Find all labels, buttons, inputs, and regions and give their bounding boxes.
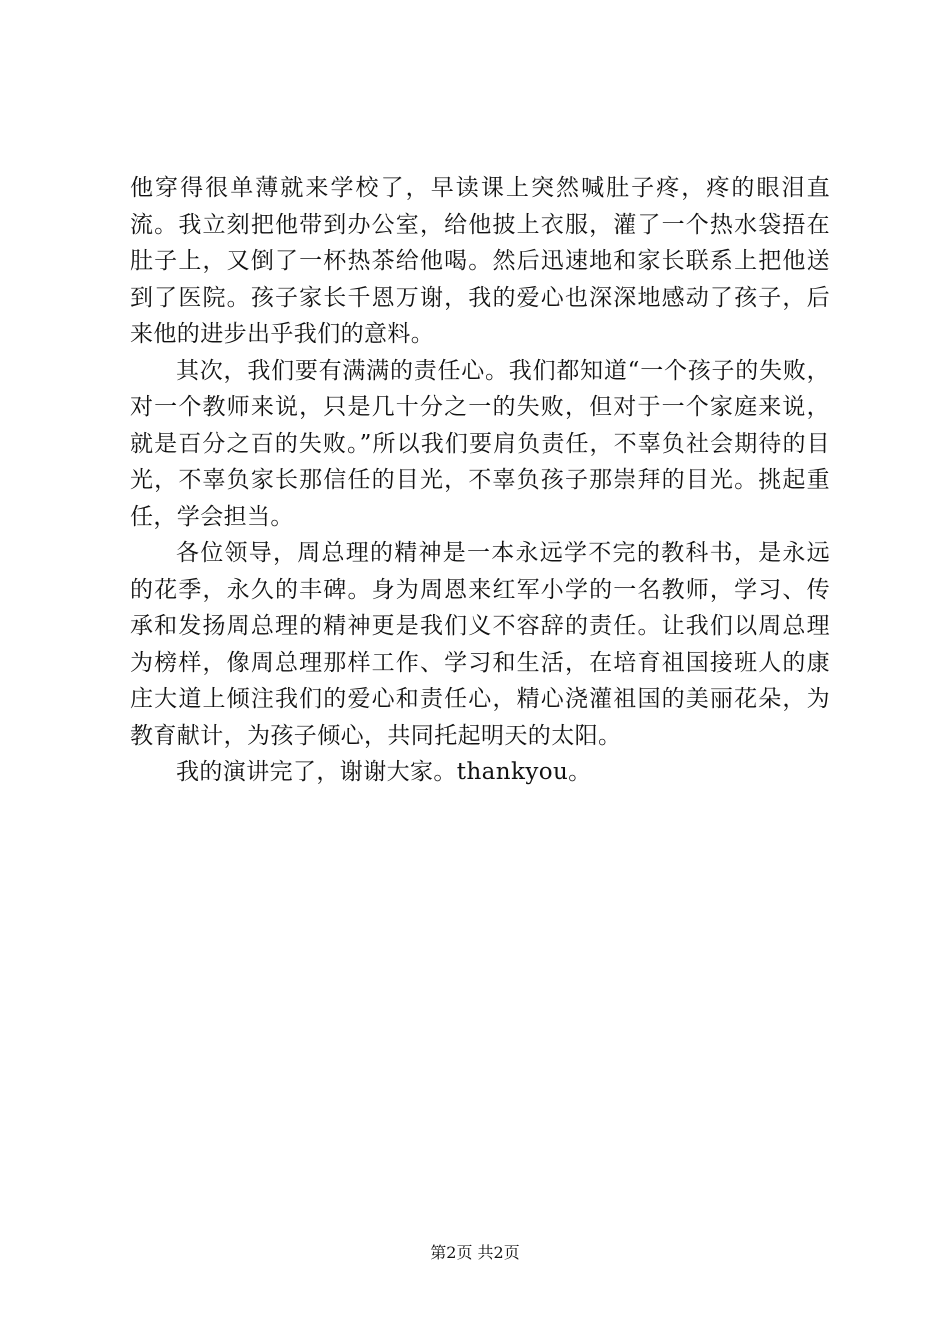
paragraph-3: 各位领导，周总理的精神是一本永远学不完的教科书，是永远的花季，永久的丰碑。身为周恩来红军小学的一名教师，学习、传承和发扬周总理的精神更是我们义不容辞的责任。让我们以周总理为榜样，像周总理那样工作、学习和生活，在培育祖国接班人的康庄大道上倾注我们的爱心和责任心，精心浇灌祖国的美丽花朵，为教育献计，为孩子倾心，共同托起明天的太阳。 xyxy=(130,540,830,749)
paragraph-4: 我的演讲完了，谢谢大家。thankyou。 xyxy=(176,759,592,785)
paragraph-2: 其次，我们要有满满的责任心。我们都知道“一个孩子的失败，对一个教师来说，只是几十分之一的失败，但对于一个家庭来说，就是百分之百的失败。”所以我们要肩负责任，不辜负社会期待的目光，不辜负家长那信任的目光，不辜负孩子那崇拜的目光。挑起重任，学会担当。 xyxy=(130,357,830,530)
document-body xyxy=(130,170,830,791)
paragraph-1: 他穿得很单薄就来学校了，早读课上突然喊肚子疼，疼的眼泪直流。我立刻把他带到办公室，给他披上衣服，灌了一个热水袋捂在肚子上，又倒了一杯热茶给他喝。然后迅速地和家长联系上把他送到了医院。孩子家长千恩万谢，我的爱心也深深地感动了孩子，后来他的进步出乎我们的意料。 xyxy=(130,175,830,347)
page-number-footer: 第2页 共2页 xyxy=(430,1243,520,1262)
